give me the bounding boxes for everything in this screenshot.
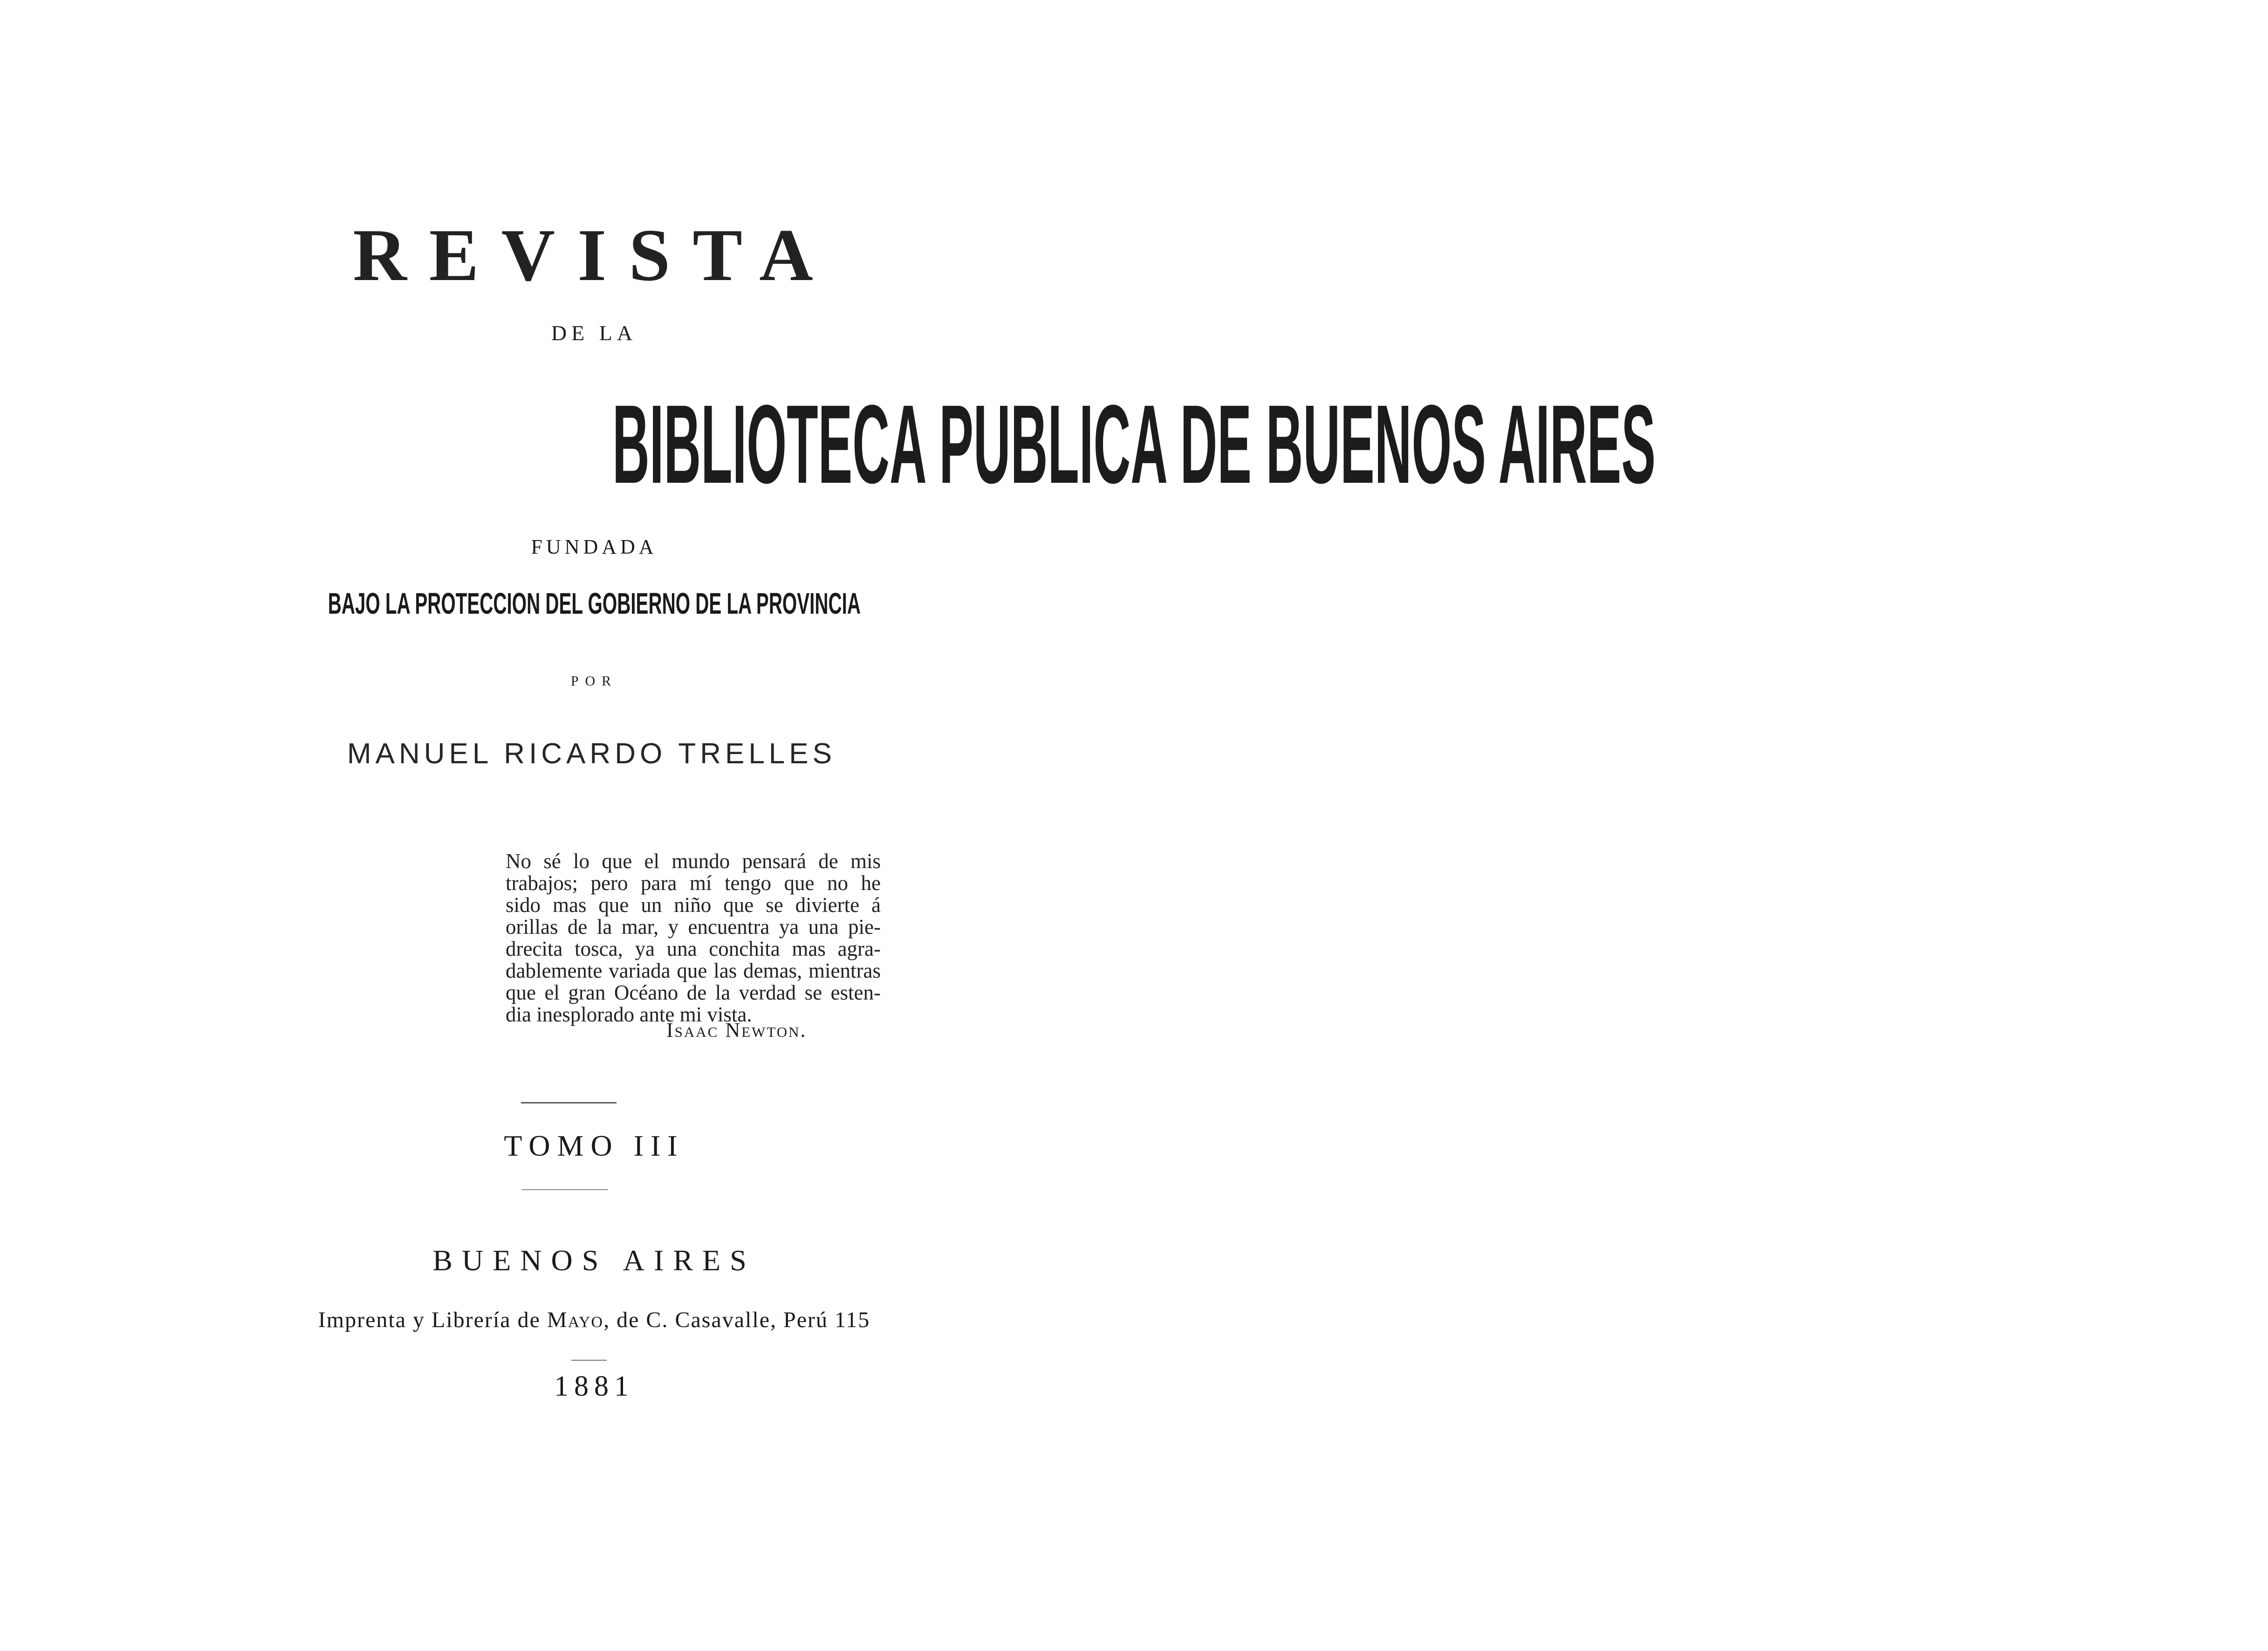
epigraph-quote xyxy=(506,850,881,1026)
printer-line xyxy=(0,1307,1188,1333)
patronage-line xyxy=(0,586,1188,621)
epigraph-line: sido mas que un niño que se divierte á xyxy=(506,893,881,917)
title-connector: DE LA xyxy=(551,321,637,345)
epigraph-line: dablemente variada que las demas, mientras xyxy=(506,959,881,982)
epigraph-line: orillas de la mar, y encuentra ya una pie- xyxy=(506,915,881,939)
publication-city: BUENOS AIRES xyxy=(432,1244,756,1277)
founded-label: FUNDADA xyxy=(531,535,658,558)
journal-title: REVISTA xyxy=(353,213,836,296)
library-name-text: BIBLIOTECA PUBLICA DE BUENOS AIRES xyxy=(612,382,1656,507)
epigraph-line: drecita tosca, ya una conchita mas agra- xyxy=(506,937,881,960)
publication-year: 1881 xyxy=(554,1370,634,1402)
divider-rule xyxy=(571,1360,607,1361)
by-label: POR xyxy=(570,673,618,689)
epigraph-line: dia inesplorado ante mi vista. xyxy=(506,1003,752,1026)
printer-name: Mayo xyxy=(547,1308,604,1332)
divider-rule xyxy=(522,1189,608,1190)
epigraph-line: que el gran Océano de la verdad se esten- xyxy=(506,981,881,1004)
divider-rule xyxy=(521,1102,617,1103)
patronage-text: BAJO LA PROTECCION DEL GOBIERNO DE LA PROVINCIA xyxy=(328,587,861,620)
author-name: MANUEL RICARDO TRELLES xyxy=(347,738,836,770)
library-name xyxy=(0,380,1656,508)
epigraph-line: No sé lo que el mundo pensará de mis xyxy=(506,849,881,873)
epigraph-line: trabajos; pero para mí tengo que no he xyxy=(506,871,881,895)
printer-prefix: Imprenta y Librería de xyxy=(318,1308,547,1332)
volume-number: TOMO III xyxy=(504,1129,685,1162)
epigraph-attribution: Isaac Newton. xyxy=(666,1019,807,1041)
printer-suffix: , de C. Casavalle, Perú 115 xyxy=(603,1308,870,1332)
